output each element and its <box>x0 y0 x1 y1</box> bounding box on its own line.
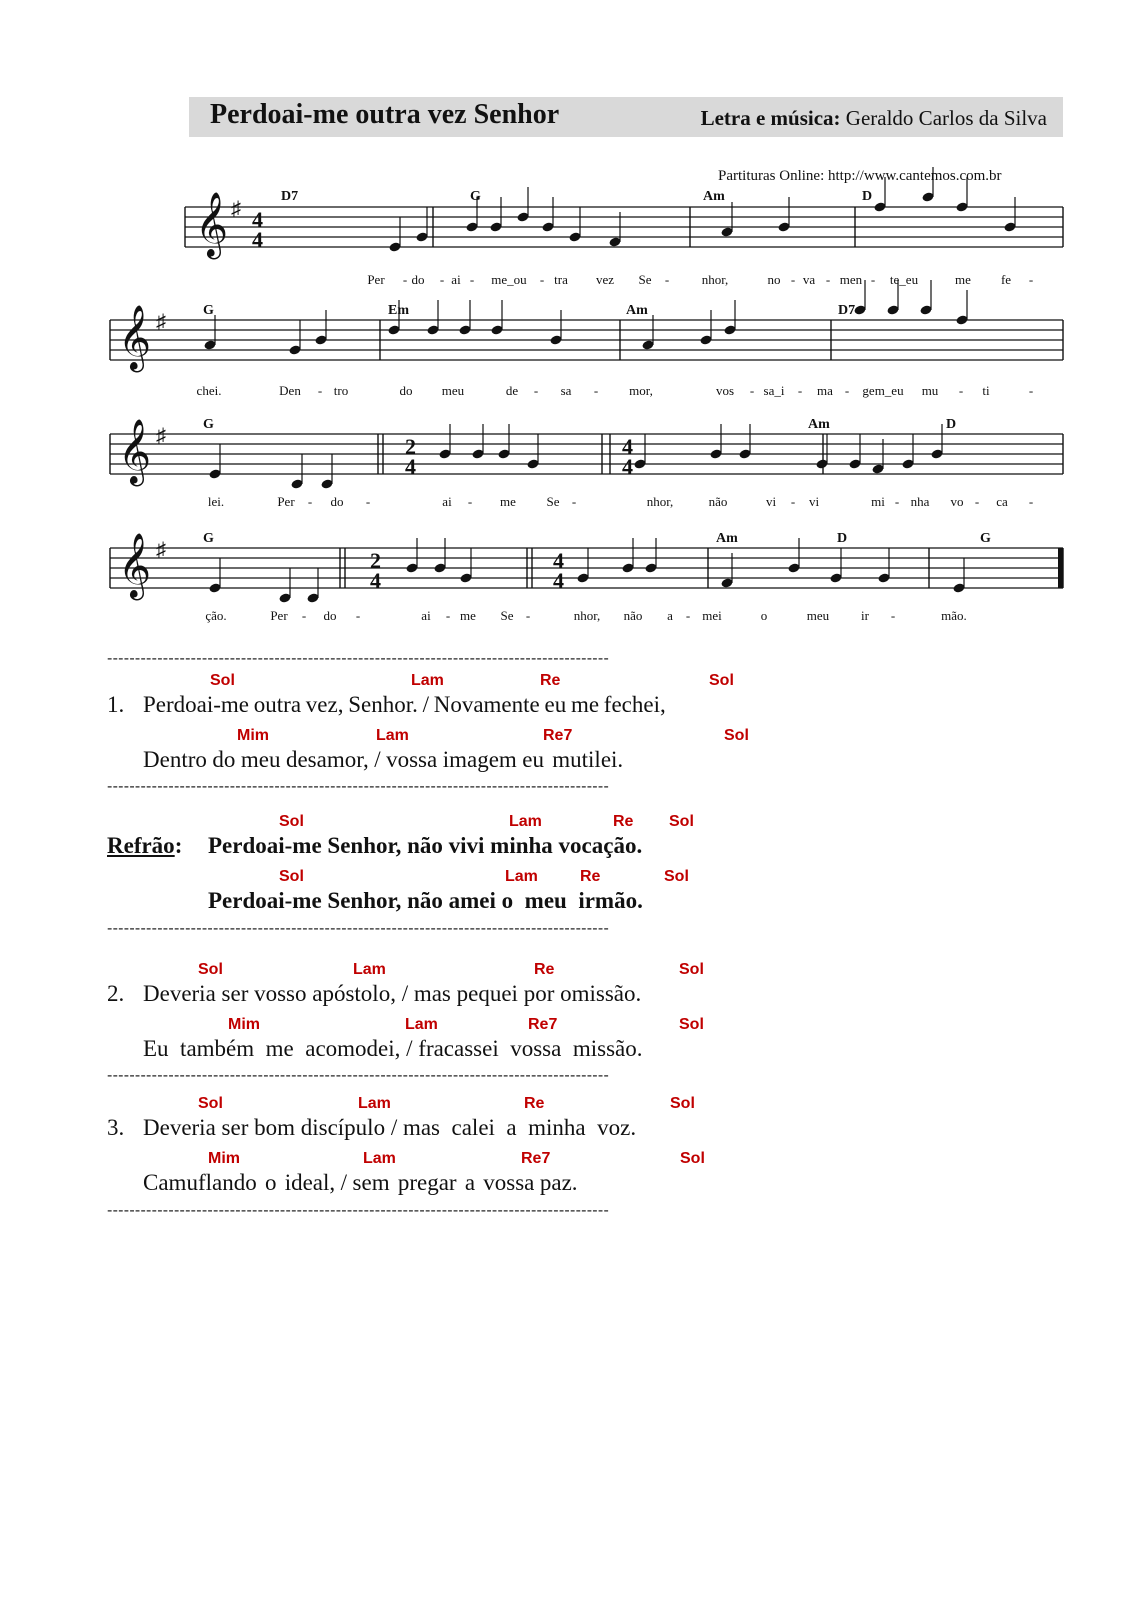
lyric-syllable: nha <box>910 494 930 509</box>
lyric-syllable: me <box>460 608 476 623</box>
lyric-syllable: nhor, <box>701 272 729 287</box>
lyric-syllable: vo <box>950 494 964 509</box>
lyric-syllable: - <box>365 494 371 509</box>
separator: ------------------------------------------------------------------------------------------ <box>107 778 610 795</box>
separator: ------------------------------------------------------------------------------------------ <box>107 920 610 937</box>
lyric-syllable: sa_i <box>763 383 785 398</box>
lyric-syllable: me <box>955 272 971 287</box>
credit-label: Letra e música: <box>700 106 841 130</box>
lyric-syllable: ai <box>451 272 461 287</box>
lyric-syllable: Per <box>277 494 295 509</box>
lyric-syllable: - <box>894 494 900 509</box>
chord: Lam <box>363 1150 396 1167</box>
lyric-syllable: - <box>797 383 803 398</box>
chord: Re7 <box>521 1150 551 1167</box>
lyric-syllable: - <box>958 383 964 398</box>
refrain-colon: : <box>174 833 183 858</box>
lyric-syllable: Den <box>279 383 301 398</box>
lyric-syllable: mão. <box>941 608 967 623</box>
chord-symbol: Am <box>808 417 830 432</box>
refrain-label <box>107 833 182 859</box>
lyric-syllable: ir <box>861 608 869 623</box>
lyric-syllable: - <box>1028 494 1034 509</box>
lyric-syllable: - <box>790 272 796 287</box>
lyric-syllable: vos <box>715 383 735 398</box>
lyric-syllable: men <box>839 272 863 287</box>
lyric-syllable: - <box>790 494 796 509</box>
source-note: Partituras Online: http://www.cantemos.com.br <box>718 168 1002 184</box>
chord: Sol <box>724 727 749 744</box>
sharp-icon: ♯ <box>156 539 166 561</box>
lyric-syllable: Per <box>367 272 385 287</box>
verse-number: 1. <box>107 692 125 717</box>
chord-symbol: G <box>470 189 481 204</box>
lyric-syllable: - <box>402 272 408 287</box>
lyric-syllable: - <box>974 494 980 509</box>
chord: Lam <box>405 1016 438 1033</box>
lyric-syllable: tro <box>333 383 349 398</box>
lyric-syllable: me_ou <box>491 272 527 287</box>
final-barline <box>1058 548 1063 588</box>
lyric-syllable: do <box>411 272 425 287</box>
lyric-syllable: va <box>802 272 816 287</box>
sharp-icon: ♯ <box>156 425 166 447</box>
chord: Re <box>580 868 601 885</box>
chord-symbol: G <box>203 303 214 318</box>
lyric-syllable: - <box>593 383 599 398</box>
lyric-syllable: - <box>301 608 307 623</box>
lyric-syllable: Se <box>638 272 652 287</box>
chord: Sol <box>709 672 734 689</box>
lyric-line: Deveria ser vosso apóstolo, / mas pequei por omissão. <box>143 981 642 1006</box>
lyric-syllable: me <box>500 494 516 509</box>
lyric-line: Camuflando o ideal, / sem pregar a vossa paz. <box>143 1170 578 1195</box>
lyric-syllable: - <box>890 608 896 623</box>
lyric-syllable: lei. <box>207 494 225 509</box>
lyric-syllable: o <box>760 608 768 623</box>
lyric-syllable: meu <box>806 608 830 623</box>
sheet-music <box>0 0 1132 640</box>
lyric-syllable: não <box>708 494 728 509</box>
chord-symbol: Em <box>388 303 409 318</box>
treble-clef-icon: 𝄞 <box>118 307 152 369</box>
lyric-syllable: - <box>445 608 451 623</box>
lyric-syllable: - <box>685 608 691 623</box>
separator: ------------------------------------------------------------------------------------------ <box>107 1067 610 1084</box>
lyric-syllable: Se <box>500 608 514 623</box>
chord: Sol <box>279 813 304 830</box>
lyric-syllable: - <box>539 272 545 287</box>
lyric-syllable: vez <box>595 272 615 287</box>
chord: Mim <box>228 1016 260 1033</box>
chord: Sol <box>679 1016 704 1033</box>
lyric-syllable: a <box>667 608 673 623</box>
lyric-syllable: ai <box>421 608 431 623</box>
lyric-syllable: Se <box>546 494 560 509</box>
sharp-icon: ♯ <box>156 311 166 333</box>
lyric-syllable: do <box>330 494 344 509</box>
lyric-syllable: - <box>307 494 313 509</box>
lyric-syllable: - <box>525 608 531 623</box>
lyric-syllable: chei. <box>196 383 222 398</box>
lyric-syllable: nhor, <box>646 494 674 509</box>
lyric-syllable: - <box>469 272 475 287</box>
lyric-syllable: ca <box>996 494 1008 509</box>
time-signature-bottom: 4 <box>252 227 263 252</box>
chord: Sol <box>198 961 223 978</box>
lyric-syllable: mor, <box>629 383 653 398</box>
refrain-label-text: Refrão <box>107 833 175 858</box>
lyric-syllable: sa <box>560 383 572 398</box>
chord: Lam <box>376 727 409 744</box>
lyric-syllable: vi <box>808 494 820 509</box>
lyric-syllable: - <box>571 494 577 509</box>
chord: Sol <box>279 868 304 885</box>
lyric-syllable: - <box>439 272 445 287</box>
lyric-syllable: - <box>467 494 473 509</box>
lyric-syllable: do <box>399 383 413 398</box>
chord: Lam <box>411 672 444 689</box>
lyric-line: Eu também me acomodei, / fracassei vossa missão. <box>143 1036 643 1061</box>
lyric-line: Perdoai-me outra vez, Senhor. / Novamente eu me fechei, <box>143 692 666 717</box>
chord-symbol: Am <box>716 531 738 546</box>
lyric-syllable: do <box>323 608 337 623</box>
treble-clef-icon: 𝄞 <box>118 535 152 597</box>
treble-clef-icon: 𝄞 <box>195 194 229 256</box>
lyric-syllable: gem_eu <box>862 383 904 398</box>
time-signature-bottom: 4 <box>622 454 633 479</box>
time-signature-top: 2 <box>370 548 381 573</box>
time-signature-top: 4 <box>252 207 263 232</box>
credit-name: Geraldo Carlos da Silva <box>845 106 1047 130</box>
chord: Lam <box>509 813 542 830</box>
lyric-syllable: meu <box>441 383 465 398</box>
lyric-line: Deveria ser bom discípulo / mas calei a minha voz. <box>143 1115 637 1140</box>
chord: Re <box>524 1095 545 1112</box>
chord: Re7 <box>528 1016 558 1033</box>
lyric-syllable: mi <box>871 494 885 509</box>
chord-symbol: D <box>946 417 957 432</box>
lyric-syllable: no <box>767 272 781 287</box>
chord: Mim <box>208 1150 240 1167</box>
chord: Sol <box>680 1150 705 1167</box>
chord-symbol: D7 <box>281 189 299 204</box>
chord-symbol: D7 <box>838 303 856 318</box>
lyric-syllable: - <box>1028 383 1034 398</box>
lyric-syllable: ti <box>982 383 990 398</box>
verse-number: 3. <box>107 1115 125 1140</box>
time-signature-bottom: 4 <box>405 454 416 479</box>
lyric-syllable: - <box>749 383 755 398</box>
lyric-syllable: - <box>355 608 361 623</box>
lyric-syllable: - <box>844 383 850 398</box>
separator: ------------------------------------------------------------------------------------------ <box>107 1202 610 1219</box>
chord-symbol: G <box>203 417 214 432</box>
chord: Lam <box>353 961 386 978</box>
time-signature-top: 4 <box>553 548 564 573</box>
lyric-syllable: fe <box>1000 272 1012 287</box>
song-title: Perdoai-me outra vez Senhor <box>210 99 560 130</box>
chord: Sol <box>664 868 689 885</box>
chord: Sol <box>198 1095 223 1112</box>
chord: Re7 <box>543 727 573 744</box>
lyric-syllable: nhor, <box>573 608 601 623</box>
chord: Mim <box>237 727 269 744</box>
time-signature-top: 4 <box>622 434 633 459</box>
lyric-syllable: ai <box>442 494 452 509</box>
chord: Sol <box>210 672 235 689</box>
chord: Sol <box>670 1095 695 1112</box>
lyric-syllable: - <box>825 272 831 287</box>
sharp-icon: ♯ <box>231 198 241 220</box>
lyric-syllable: não <box>623 608 643 623</box>
lyric-syllable: te_eu <box>889 272 919 287</box>
separator: ------------------------------------------------------------------------------------------ <box>107 650 610 667</box>
time-signature-bottom: 4 <box>553 568 564 593</box>
chord-symbol: G <box>980 531 991 546</box>
verse-number: 2. <box>107 981 125 1006</box>
chord-symbol: G <box>203 531 214 546</box>
lyric-syllable: ção. <box>205 608 227 623</box>
lyric-syllable: ma <box>817 383 833 398</box>
chord: Sol <box>679 961 704 978</box>
chord: Lam <box>505 868 538 885</box>
lyric-syllable: vi <box>765 494 777 509</box>
lyric-syllable: Per <box>270 608 288 623</box>
lyric-syllable: - <box>317 383 323 398</box>
chord-symbol: Am <box>703 189 725 204</box>
lyric-syllable: mu <box>921 383 939 398</box>
lyric-syllable: mei <box>702 608 722 623</box>
chord: Re <box>534 961 555 978</box>
time-signature-top: 2 <box>405 434 416 459</box>
chord-symbol: Am <box>626 303 648 318</box>
lyric-line: Dentro do meu desamor, / vossa imagem eu mutilei. <box>143 747 624 772</box>
refrain-line: Perdoai-me Senhor, não vivi minha vocação. <box>208 833 643 858</box>
lyric-syllable: - <box>1028 272 1034 287</box>
time-signature-bottom: 4 <box>370 568 381 593</box>
lyric-syllable: - <box>870 272 876 287</box>
chord: Sol <box>669 813 694 830</box>
chord-symbol: D <box>862 189 873 204</box>
lyric-syllable: - <box>664 272 670 287</box>
chord: Lam <box>358 1095 391 1112</box>
chord-symbol: D <box>837 531 848 546</box>
lyric-syllable: - <box>533 383 539 398</box>
refrain-line: Perdoai-me Senhor, não amei o meu irmão. <box>208 888 643 913</box>
lyric-syllable: de <box>505 383 519 398</box>
chord: Re <box>540 672 561 689</box>
chord: Re <box>613 813 634 830</box>
lyric-syllable: tra <box>554 272 568 287</box>
treble-clef-icon: 𝄞 <box>118 421 152 483</box>
